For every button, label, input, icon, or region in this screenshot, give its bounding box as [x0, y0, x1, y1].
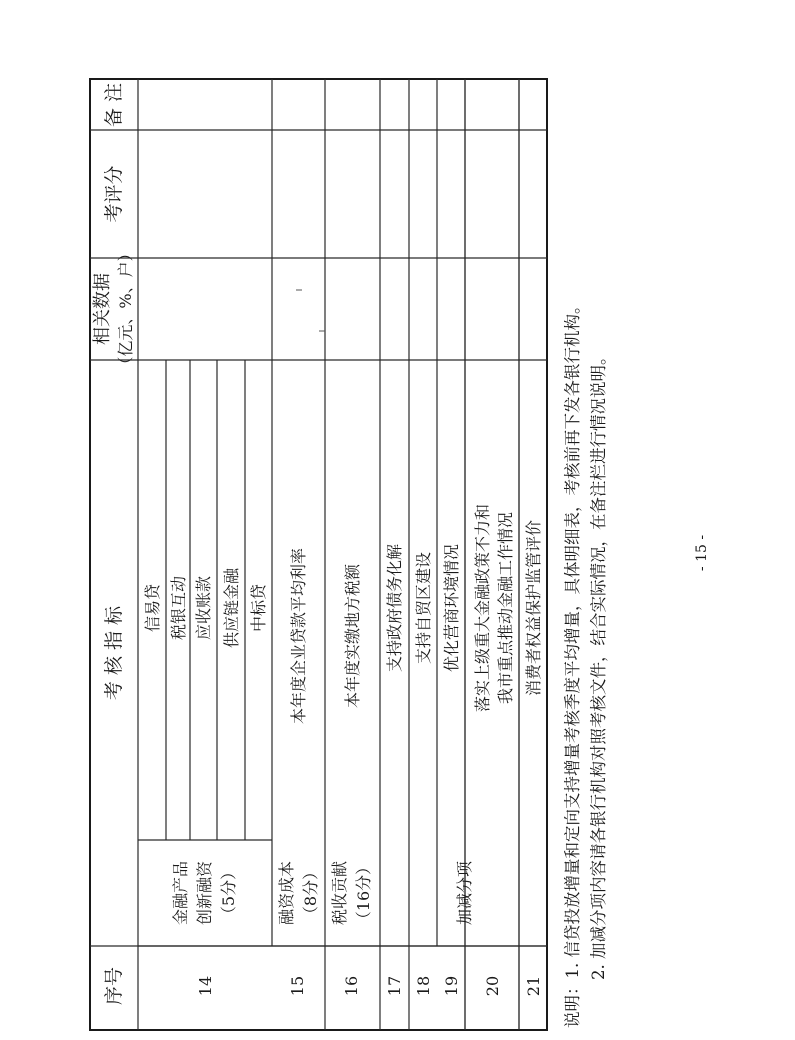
row-18-number: 18: [414, 975, 433, 997]
row-20-number: 20: [483, 975, 502, 997]
row-20-item-1: 落实上级重大金融政策不力和: [473, 503, 492, 713]
header-score: 考评分: [103, 165, 125, 223]
row-21-item: 消费者权益保护监管评价: [524, 519, 543, 697]
row-14-number: 14: [196, 975, 215, 997]
page-number: - 15 -: [694, 534, 710, 572]
row-15-number: 15: [288, 975, 307, 997]
header-data-line1: 相关数据: [92, 273, 113, 345]
row-14-category-1: 金融产品: [171, 860, 190, 926]
row-16-number: 16: [342, 975, 361, 997]
row-14-sub-4: 供应链金融: [222, 567, 241, 649]
row-16-category-1: 税收贡献: [330, 860, 349, 926]
row-14-sub-5: 中标贷: [249, 583, 268, 633]
row-16-category-2: （16分）: [354, 858, 373, 928]
header-seq: 序号: [103, 966, 125, 1006]
header-remark: 备 注: [103, 82, 125, 128]
header-data-line2: （亿元、%、户）: [116, 245, 135, 373]
header-indicator: 考 核 指 标: [103, 605, 125, 701]
row-17-item: 支持政府债务化解: [385, 543, 404, 673]
row-18-item: 支持自贸区建设: [414, 551, 433, 665]
row-17-number: 17: [385, 975, 404, 997]
row-21-number: 21: [524, 975, 543, 997]
row-15-item: 本年度企业贷款平均利率: [289, 547, 308, 725]
row-15-category-2: （8分）: [301, 863, 320, 923]
note-line-1: 说明：1. 信贷投放增量和定向支持增量考核季度平均增量，具体明细表，考核前再下发各银行机构。: [563, 297, 582, 1028]
row-14-sub-2: 税银互动: [169, 575, 188, 641]
row-19-category: 加减分项: [455, 860, 474, 926]
row-16-item: 本年度实缴地方税额: [343, 563, 362, 709]
row-14-sub-3: 应收账款: [194, 575, 213, 641]
row-14-category-2: 创新融资: [195, 860, 214, 926]
row-15-category-1: 融资成本: [277, 860, 296, 926]
row-19-item: 优化营商环境情况: [442, 543, 461, 673]
row-20-item-2: 我市重点推动金融工作情况: [496, 511, 515, 705]
row-14-category-3: （5分）: [219, 863, 238, 923]
row-19-number: 19: [442, 975, 461, 997]
note-line-2: 2. 加减分项内容请各银行机构对照考核文件，结合实际情况，在备注栏进行情况说明。: [589, 348, 608, 980]
scan-marks: [296, 290, 325, 331]
row-14-sub-1: 信易贷: [143, 583, 162, 633]
